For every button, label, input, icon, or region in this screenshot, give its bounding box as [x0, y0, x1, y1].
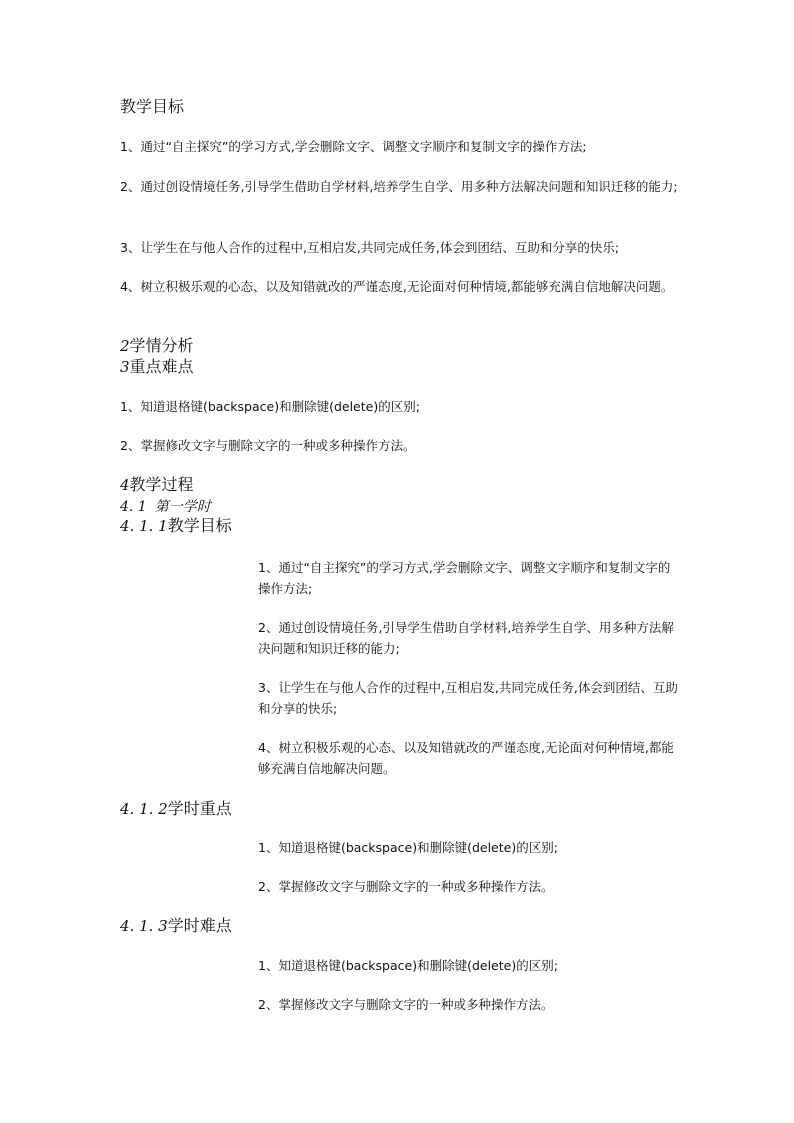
- lesson-keypoint-item: 2、掌握修改文字与删除文字的一种或多种操作方法。: [258, 879, 554, 894]
- keypoint-item: 1、知道退格键(backspace)和删除键(delete)的区别;: [120, 399, 420, 414]
- section-title-analysis: [120, 335, 194, 357]
- section-title-process: [120, 474, 194, 496]
- lesson-goal-item: 2、通过创设情境任务,引导学生借助自学材料,培养学生自学、用多种方法解决问题和知识迁移的能力;: [258, 620, 674, 656]
- lesson-difficulty-item: 2、掌握修改文字与删除文字的一种或多种操作方法。: [258, 997, 554, 1012]
- goal-item: 3、让学生在与他人合作的过程中,互相启发,共同完成任务,体会到团结、互助和分享的快乐;: [120, 240, 620, 255]
- lesson-difficulty-item: 1、知道退格键(backspace)和删除键(delete)的区别;: [258, 958, 558, 973]
- section-number: 3: [120, 358, 130, 376]
- lesson-goal-item: 4、树立积极乐观的心态、以及知错就改的严谨态度,无论面对何种情境,都能够充满自信地解决问题。: [258, 740, 674, 776]
- goal-item: 4、树立积极乐观的心态、以及知错就改的严谨态度,无论面对何种情境,都能够充满自信地解决问题。: [120, 279, 674, 294]
- section-number: 2: [120, 337, 130, 355]
- section-number: 4: [120, 476, 130, 494]
- subsection-number: 4. 1. 1: [120, 517, 168, 535]
- section-title-text: 教学目标: [120, 97, 185, 116]
- subsection-title-goals: [120, 515, 232, 537]
- section-title-text: 重点难点: [129, 357, 194, 376]
- section-title-keypoints: [120, 356, 194, 378]
- section-title-text: 教学过程: [129, 475, 194, 494]
- lesson-goal-item: 3、让学生在与他人合作的过程中,互相启发,共同完成任务,体会到团结、互助和分享的快乐;: [258, 680, 678, 716]
- lesson-title-text: 第一学时: [154, 499, 211, 515]
- subsection-title-text: 学时重点: [167, 799, 232, 818]
- subsection-title-text: 教学目标: [167, 516, 232, 535]
- lesson-number: 4. 1: [120, 499, 147, 515]
- goal-item: 2、通过创设情境任务,引导学生借助自学材料,培养学生自学、用多种方法解决问题和知识迁移的能力;: [120, 179, 678, 194]
- lesson-goal-item: 1、通过“自主探究”的学习方式,学会删除文字、调整文字顺序和复制文字的操作方法;: [258, 560, 671, 596]
- lesson-keypoint-item: 1、知道退格键(backspace)和删除键(delete)的区别;: [258, 840, 558, 855]
- subsection-number: 4. 1. 3: [120, 917, 168, 935]
- section-title-text: 学情分析: [129, 336, 194, 355]
- subsection-title-difficulties: [120, 915, 232, 937]
- goal-item: 1、通过“自主探究”的学习方式,学会删除文字、调整文字顺序和复制文字的操作方法;: [120, 139, 587, 154]
- keypoint-item: 2、掌握修改文字与删除文字的一种或多种操作方法。: [120, 438, 416, 453]
- subsection-number: 4. 1. 2: [120, 800, 168, 818]
- subsection-title-text: 学时难点: [167, 916, 232, 935]
- section-title-goals: [120, 96, 184, 118]
- subsection-title-keypoints: [120, 798, 232, 820]
